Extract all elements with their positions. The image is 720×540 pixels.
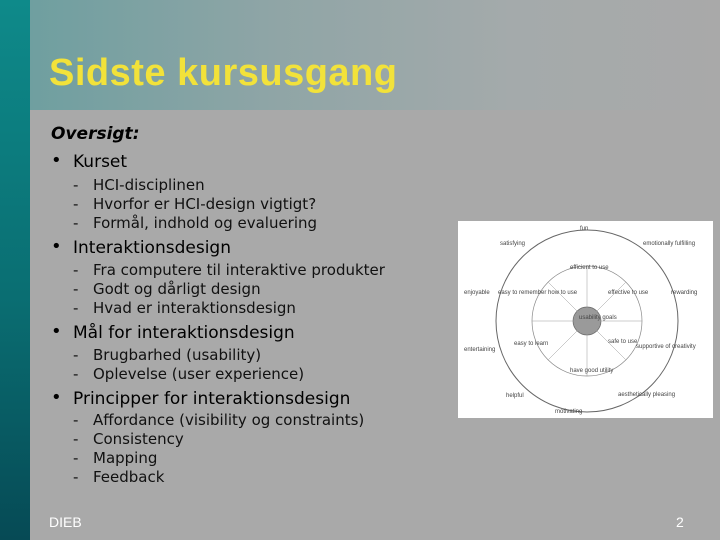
diagram-inner-label: safe to use bbox=[608, 339, 638, 345]
diagram-inner-label: effective to use bbox=[608, 290, 649, 296]
diagram-outer-label: enjoyable bbox=[464, 290, 490, 296]
usability-goals-diagram bbox=[458, 221, 713, 418]
diagram-center-label: usability goals bbox=[579, 315, 617, 321]
diagram-inner-label: efficient to use bbox=[570, 265, 609, 271]
sub-item-label: Affordance (visibility og constraints) bbox=[93, 411, 365, 429]
diagram-outer-label: aesthetically pleasing bbox=[618, 392, 676, 398]
diagram-inner-label: easy to remember how to use bbox=[498, 290, 578, 296]
bullet-dot: • bbox=[51, 321, 62, 342]
sub-item-label: Godt og dårligt design bbox=[93, 280, 261, 298]
bullet-label: Interaktionsdesign bbox=[73, 238, 231, 258]
bullet-dot: • bbox=[51, 150, 62, 171]
diagram-outer-label: fun bbox=[580, 226, 589, 232]
left-accent-bar bbox=[0, 0, 30, 540]
footer-label: DIEB bbox=[49, 514, 82, 530]
diagram-outer-label: rewarding bbox=[671, 290, 698, 296]
slide-subtitle: Oversigt: bbox=[51, 124, 140, 144]
sub-item-label: Consistency bbox=[93, 430, 184, 448]
sub-item-label: HCI-disciplinen bbox=[93, 176, 205, 194]
diagram-outer-label: motivating bbox=[555, 409, 583, 415]
bullet-dot: • bbox=[51, 236, 62, 257]
diagram-inner-label: have good utility bbox=[570, 368, 614, 374]
sub-item-label: Brugbarhed (usability) bbox=[93, 346, 262, 364]
sub-item-label: Oplevelse (user experience) bbox=[93, 365, 305, 383]
diagram-outer-label: satisfying bbox=[500, 241, 526, 247]
sub-item-label: Hvorfor er HCI-design vigtigt? bbox=[93, 195, 317, 213]
sub-item-label: Mapping bbox=[93, 449, 158, 467]
bullet-label: Principper for interaktionsdesign bbox=[73, 389, 351, 409]
diagram-inner-label: easy to learn bbox=[514, 341, 549, 347]
sub-item-label: Feedback bbox=[93, 468, 165, 486]
bullet-label: Mål for interaktionsdesign bbox=[73, 323, 295, 343]
diagram-outer-label: entertaining bbox=[464, 347, 496, 353]
diagram-outer-label: helpful bbox=[506, 393, 524, 399]
bullet-dot: • bbox=[51, 387, 62, 408]
diagram-outer-label: emotionally fulfilling bbox=[643, 241, 696, 247]
page-number: 2 bbox=[676, 514, 684, 530]
bullet-label: Kurset bbox=[73, 152, 128, 172]
sub-item-label: Formål, indhold og evaluering bbox=[93, 214, 318, 232]
diagram-outer-label: supportive of creativity bbox=[636, 344, 696, 350]
slide-title: Sidste kursusgang bbox=[49, 52, 398, 94]
sub-item-label: Hvad er interaktionsdesign bbox=[93, 299, 296, 317]
sub-item-label: Fra computere til interaktive produkter bbox=[93, 261, 385, 279]
